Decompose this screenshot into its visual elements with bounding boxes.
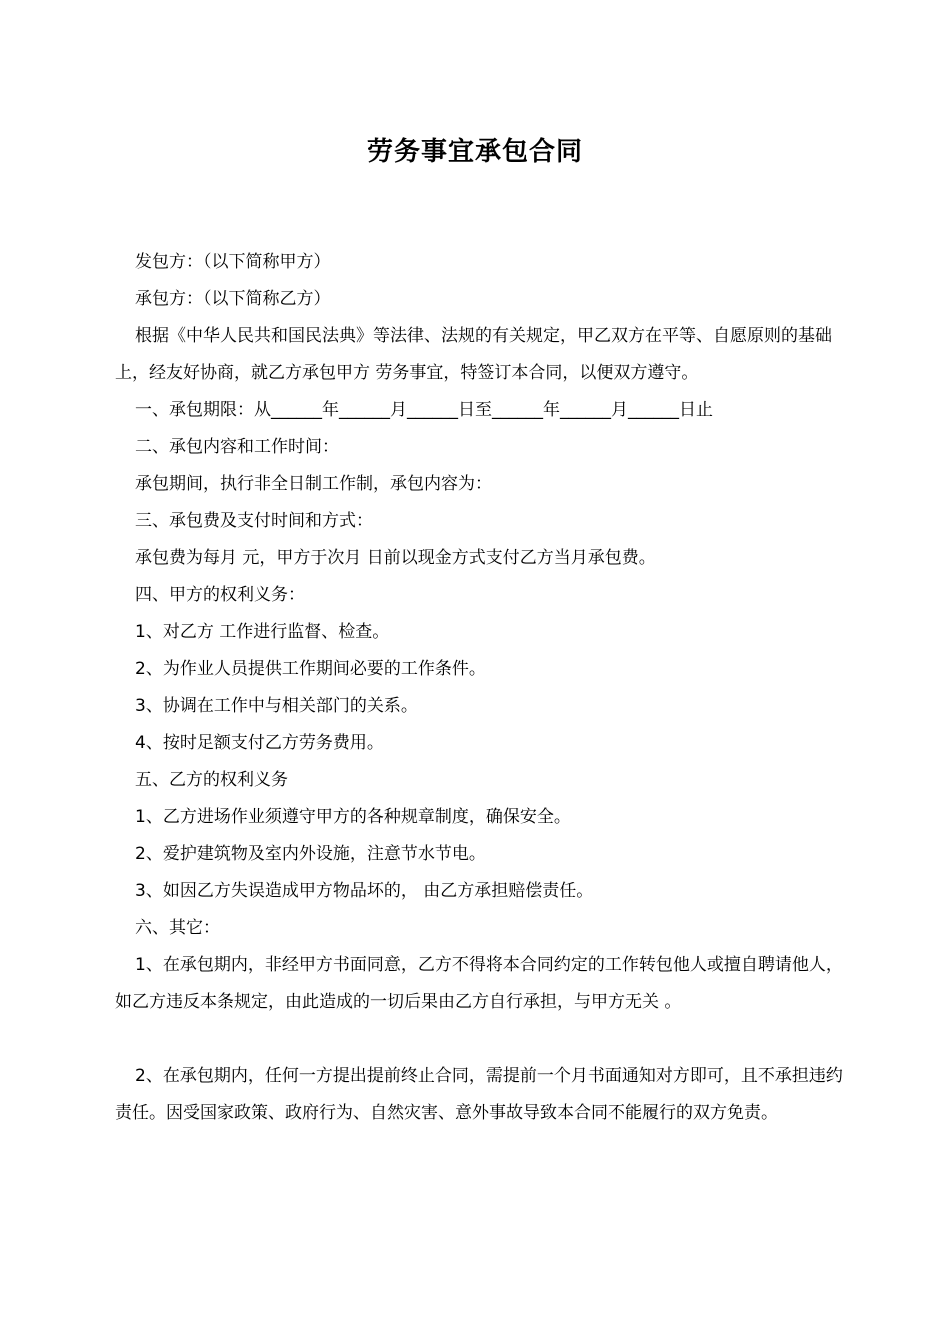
document-title: 劳务事宜承包合同 [366,137,583,167]
clause-5-heading: 五、乙方的权利义务 [135,770,288,790]
clause-4-item-4: 4、按时足额支付乙方劳务费用。 [135,733,384,753]
clause-3-content: 承包费为每月 元，甲方于次月 日前以现金方式支付乙方当月承包费。 [135,548,656,568]
clause-2-content: 承包期间，执行非全日制工作制，承包内容为： [135,474,492,494]
document-body [115,244,845,1132]
preamble-paragraph: 根据《中华人民共和国民法典》等法律、法规的有关规定，甲乙双方在平等、自愿原则的基础上，经友好协商，就乙方承包甲方 劳务事宜，特签订本合同，以便双方遵守。 [115,326,832,383]
party-a-line: 发包方：（以下简称甲方） [135,252,331,272]
clause-2-heading: 二、承包内容和工作时间： [135,437,339,457]
party-b-line: 承包方：（以下简称乙方） [135,289,331,309]
clause-6-heading: 六、其它： [135,918,220,938]
clause-4-item-2: 2、为作业人员提供工作期间必要的工作条件。 [135,659,486,679]
clause-6-item-1: 1、在承包期内，非经甲方书面同意，乙方不得将本合同约定的工作转包他人或擅自聘请他人，如乙方违反本条规定，由此造成的一切后果由乙方自行承担，与甲方无关 。 [115,955,843,1012]
paragraph-spacer [115,1021,845,1058]
clause-3-heading: 三、承包费及支付时间和方式： [135,511,373,531]
clause-6-item-2: 2、在承包期内，任何一方提出提前终止合同，需提前一个月书面通知对方即可，且不承担违约责任。因受国家政策、政府行为、自然灾害、意外事故导致本合同不能履行的双方免责。 [115,1066,843,1123]
clause-5-item-2: 2、爱护建筑物及室内外设施，注意节水节电。 [135,844,486,864]
clause-5-item-1: 1、乙方进场作业须遵守甲方的各种规章制度，确保安全。 [135,807,571,827]
clause-4-heading: 四、甲方的权利义务： [135,585,305,605]
clause-4-item-1: 1、对乙方 工作进行监督、检查。 [135,622,390,642]
clause-5-item-3: 3、如因乙方失误造成甲方物品坏的， 由乙方承担赔偿责任。 [135,881,594,901]
clause-4-item-3: 3、协调在工作中与相关部门的关系。 [135,696,418,716]
clause-1-term: 一、承包期限：从______年______月______日至______年______月______日止 [135,400,713,420]
